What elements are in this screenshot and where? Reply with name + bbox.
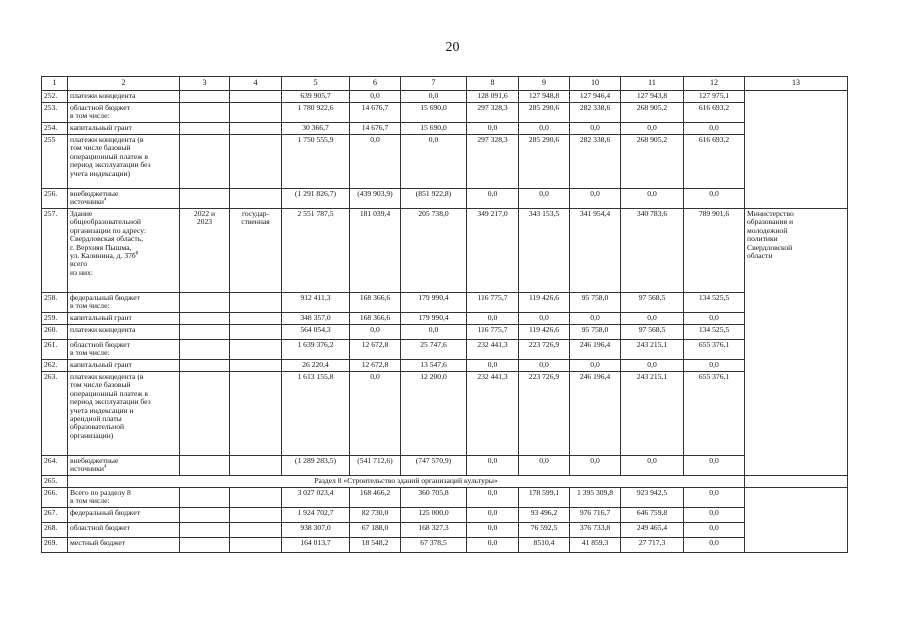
row-name: областной бюджет в том числе: [68,103,180,123]
row-number: 253. [42,103,68,123]
row-value-11: 0,0 [621,123,684,135]
row-name: областной бюджет [68,523,180,538]
table-row [42,189,848,209]
row-period [180,189,230,209]
row-value-12: 789 901,6 [684,209,745,293]
row-value-10: 1 395 309,8 [570,488,621,508]
row-value-8: 297 328,3 [467,135,519,189]
row-ownership [230,313,282,325]
row-value-8: 297 328,3 [467,103,519,123]
row-value-9: 343 153,5 [519,209,570,293]
row-value-10: 0,0 [570,360,621,372]
row-name: Всего по разделу 8 в том числе: [68,488,180,508]
row-value-12: 0,0 [684,456,745,476]
row-value-10: 341 954,4 [570,209,621,293]
header-cell-8: 8 [467,77,519,91]
row-name: платежи концедента [68,91,180,103]
row-name: внебюджетные источники$^4$ [68,456,180,476]
table-row [42,103,848,123]
row-value-9: 93 496,2 [519,508,570,523]
row-value-9: 0,0 [519,189,570,209]
row-value-10: 127 946,4 [570,91,621,103]
row-period [180,456,230,476]
table-row [42,523,848,538]
row-value-5: 1 613 155,8 [282,372,350,456]
row-value-10: 246 196,4 [570,372,621,456]
row-value-12: 0,0 [684,488,745,508]
header-cell-9: 9 [519,77,570,91]
row-number: 266. [42,488,68,508]
row-value-12: 616 693,2 [684,103,745,123]
row-name: местный бюджет [68,538,180,553]
row-number: 260. [42,325,68,340]
row-value-10: 0,0 [570,189,621,209]
row-value-5: 164 013,7 [282,538,350,553]
row-ownership [230,508,282,523]
row-period [180,91,230,103]
row-value-9: 223 726,9 [519,340,570,360]
row-value-7: 179 990,4 [401,313,467,325]
row-value-7: 125 000,0 [401,508,467,523]
row-value-6: 18 548,2 [350,538,401,553]
row-value-6: 14 676,7 [350,103,401,123]
row-period [180,135,230,189]
row-value-12: 0,0 [684,508,745,523]
row-value-8: 0,0 [467,189,519,209]
row-value-10: 0,0 [570,313,621,325]
footnote-mark: 4 [103,464,107,470]
row-value-8: 116 775,7 [467,293,519,313]
row-value-12: 655 376,1 [684,340,745,360]
row-value-12: 0,0 [684,313,745,325]
row-value-11: 268 905,2 [621,135,684,189]
row-name: Здание общеобразовательной организации по адресу: Свердловская область, г. Верхняя Пышма, ул. Калинина, д. $37б^8$ всего из них: [68,209,180,293]
row-period [180,488,230,508]
row-period [180,360,230,372]
row-value-6: 82 730,0 [350,508,401,523]
responsible-cell [745,488,848,553]
row-value-12: 0,0 [684,189,745,209]
row-value-5: 26 220,4 [282,360,350,372]
row-value-10: 246 196,4 [570,340,621,360]
table-row [42,325,848,340]
row-value-12: 655 376,1 [684,372,745,456]
row-ownership [230,340,282,360]
row-value-11: 0,0 [621,360,684,372]
row-number: 268. [42,523,68,538]
row-ownership [230,293,282,313]
row-ownership [230,456,282,476]
row-value-11: 340 783,6 [621,209,684,293]
row-value-9: 119 426,6 [519,293,570,313]
table-row [42,313,848,325]
row-value-9: 76 592,5 [519,523,570,538]
row-value-9: 178 599,1 [519,488,570,508]
responsible-cell: Министерство образования и молодежной политики Свердловской области [745,209,848,476]
row-value-9: 285 290,6 [519,135,570,189]
row-value-8: 0,0 [467,360,519,372]
table-row [42,135,848,189]
row-value-11: 923 942,5 [621,488,684,508]
row-value-11: 127 943,8 [621,91,684,103]
row-value-6: 168 466,2 [350,488,401,508]
row-value-8: 128 091,6 [467,91,519,103]
row-value-7: 15 690,0 [401,123,467,135]
row-number: 252. [42,91,68,103]
row-ownership [230,91,282,103]
row-period [180,508,230,523]
row-ownership [230,135,282,189]
row-value-8: 0,0 [467,508,519,523]
row-number: 258. [42,293,68,313]
row-period [180,538,230,553]
row-name: внебюджетные источники$^4$ [68,189,180,209]
row-value-12: 0,0 [684,538,745,553]
row-value-12: 0,0 [684,123,745,135]
row-value-8: 0,0 [467,488,519,508]
row-value-6: 0,0 [350,372,401,456]
table-row [42,123,848,135]
row-period: 2022 и 2023 [180,209,230,293]
row-number: 265. [42,476,68,488]
header-cell-12: 12 [684,77,745,91]
row-value-11: 0,0 [621,189,684,209]
responsible-cell [745,91,848,209]
row-value-7: 0,0 [401,325,467,340]
section-empty-cell [745,476,848,488]
row-number: 257. [42,209,68,293]
row-period [180,372,230,456]
row-value-10: 282 338,6 [570,135,621,189]
row-value-9: 0,0 [519,456,570,476]
row-number: 267. [42,508,68,523]
row-value-5: 639 905,7 [282,91,350,103]
row-value-5: 30 366,7 [282,123,350,135]
row-ownership [230,123,282,135]
row-value-6: 12 672,8 [350,360,401,372]
row-ownership [230,372,282,456]
row-name: платежи концедента (в том числе базовый операционный платеж в период эксплуатации без учета индексации и арендной платы образовательной организации) [68,372,180,456]
row-value-7: 67 378,5 [401,538,467,553]
row-value-10: 282 338,6 [570,103,621,123]
row-value-5: 564 054,3 [282,325,350,340]
row-value-8: 0,0 [467,123,519,135]
row-value-7: 205 738,0 [401,209,467,293]
row-value-11: 27 717,3 [621,538,684,553]
row-ownership [230,360,282,372]
row-ownership: государ- ственная [230,209,282,293]
row-value-5: (1 289 283,5) [282,456,350,476]
row-period [180,325,230,340]
row-value-10: 95 758,0 [570,293,621,313]
row-value-5: 3 027 023,4 [282,488,350,508]
row-value-10: 0,0 [570,456,621,476]
table-row [42,372,848,456]
row-ownership [230,523,282,538]
table-row [42,340,848,360]
table-row [42,456,848,476]
row-value-8: 0,0 [467,313,519,325]
row-value-9: 0,0 [519,123,570,135]
header-cell-2: 2 [68,77,180,91]
row-value-9: 127 948,8 [519,91,570,103]
row-value-7: 168 327,3 [401,523,467,538]
row-value-6: (541 712,6) [350,456,401,476]
row-value-11: 243 215,1 [621,372,684,456]
row-value-6: 0,0 [350,325,401,340]
row-number: 254. [42,123,68,135]
row-value-7: (747 570,9) [401,456,467,476]
row-value-7: 12 200,0 [401,372,467,456]
row-period [180,293,230,313]
row-name: федеральный бюджет [68,508,180,523]
row-value-8: 0,0 [467,456,519,476]
row-value-10: 976 716,7 [570,508,621,523]
row-value-5: 348 357,0 [282,313,350,325]
header-cell-3: 3 [180,77,230,91]
row-number: 259. [42,313,68,325]
row-period [180,103,230,123]
row-value-11: 97 568,5 [621,293,684,313]
row-value-6: 168 366,6 [350,293,401,313]
row-value-6: (439 903,9) [350,189,401,209]
header-cell-6: 6 [350,77,401,91]
table-row [42,360,848,372]
row-ownership [230,189,282,209]
section-title: Раздел 8 «Строительство зданий организаций культуры» [68,476,745,488]
row-value-12: 0,0 [684,360,745,372]
row-value-11: 0,0 [621,313,684,325]
row-value-6: 181 039,4 [350,209,401,293]
footnote-mark: 4 [103,197,107,203]
table-row [42,293,848,313]
row-value-9: 8510,4 [519,538,570,553]
row-value-5: 912 411,3 [282,293,350,313]
row-value-11: 97 568,5 [621,325,684,340]
row-value-7: 25 747,6 [401,340,467,360]
row-value-12: 0,0 [684,523,745,538]
row-name: областной бюджет в том числе: [68,340,180,360]
row-value-5: (1 291 826,7) [282,189,350,209]
header-cell-11: 11 [621,77,684,91]
row-value-8: 0,0 [467,523,519,538]
row-name: капитальный грант [68,123,180,135]
header-row [42,77,848,91]
row-value-5: 1 639 376,2 [282,340,350,360]
row-period [180,523,230,538]
row-number: 261. [42,340,68,360]
section-row [42,476,848,488]
row-period [180,123,230,135]
header-cell-7: 7 [401,77,467,91]
header-cell-5: 5 [282,77,350,91]
table-row [42,538,848,553]
row-value-6: 14 676,7 [350,123,401,135]
row-value-5: 938 307,0 [282,523,350,538]
table-row [42,209,848,293]
row-number: 264. [42,456,68,476]
row-value-11: 249 465,4 [621,523,684,538]
row-value-12: 134 525,5 [684,293,745,313]
row-value-7: 179 990,4 [401,293,467,313]
row-value-11: 0,0 [621,456,684,476]
row-number: 263. [42,372,68,456]
row-value-7: (851 922,8) [401,189,467,209]
row-name: федеральный бюджет в том числе: [68,293,180,313]
financing-table [41,76,848,553]
row-value-12: 127 975,1 [684,91,745,103]
row-value-6: 0,0 [350,135,401,189]
row-value-6: 67 188,0 [350,523,401,538]
row-ownership [230,103,282,123]
row-value-10: 0,0 [570,123,621,135]
row-value-5: 1 750 555,9 [282,135,350,189]
row-value-11: 268 905,2 [621,103,684,123]
row-ownership [230,325,282,340]
row-value-7: 15 690,0 [401,103,467,123]
row-value-12: 616 693,2 [684,135,745,189]
row-name: платежи концедента (в том числе базовый операционный платеж в период эксплуатации без учета индексации) [68,135,180,189]
row-value-5: 1 924 702,7 [282,508,350,523]
table-row [42,508,848,523]
row-value-9: 0,0 [519,360,570,372]
row-value-7: 0,0 [401,91,467,103]
row-value-8: 349 217,0 [467,209,519,293]
row-value-6: 0,0 [350,91,401,103]
row-period [180,313,230,325]
row-value-7: 0,0 [401,135,467,189]
header-cell-13: 13 [745,77,848,91]
row-value-10: 95 758,0 [570,325,621,340]
row-value-7: 360 705,8 [401,488,467,508]
row-ownership [230,488,282,508]
row-number: 262. [42,360,68,372]
row-value-10: 41 859,3 [570,538,621,553]
footnote-mark: 8 [135,251,139,257]
row-name: капитальный грант [68,313,180,325]
table-row [42,91,848,103]
row-value-6: 168 366,6 [350,313,401,325]
row-value-8: 232 441,3 [467,372,519,456]
row-value-9: 223 726,9 [519,372,570,456]
row-value-10: 376 733,8 [570,523,621,538]
row-number: 255 [42,135,68,189]
table-row [42,488,848,508]
row-value-9: 0,0 [519,313,570,325]
row-value-5: 1 780 922,6 [282,103,350,123]
row-value-11: 243 215,1 [621,340,684,360]
row-value-6: 12 672,8 [350,340,401,360]
header-cell-1: 1 [42,77,68,91]
row-value-11: 646 759,8 [621,508,684,523]
header-cell-4: 4 [230,77,282,91]
row-value-8: 116 775,7 [467,325,519,340]
row-number: 269. [42,538,68,553]
row-value-12: 134 525,5 [684,325,745,340]
row-ownership [230,538,282,553]
row-value-7: 13 547,6 [401,360,467,372]
row-period [180,340,230,360]
row-value-8: 0,0 [467,538,519,553]
row-number: 256. [42,189,68,209]
row-value-8: 232 441,3 [467,340,519,360]
row-value-9: 285 290,6 [519,103,570,123]
page-number: 20 [445,40,460,55]
row-value-5: 2 551 787,5 [282,209,350,293]
header-cell-10: 10 [570,77,621,91]
row-value-9: 119 426,6 [519,325,570,340]
row-name: платежи концедента [68,325,180,340]
row-name: капитальный грант [68,360,180,372]
